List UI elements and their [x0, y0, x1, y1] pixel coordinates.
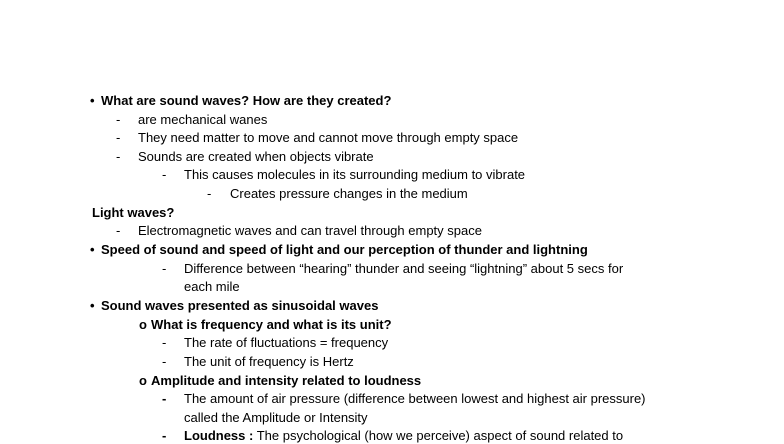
- dash-marker: -: [116, 149, 121, 164]
- dash-marker: -: [162, 167, 167, 182]
- circle-marker: o: [139, 373, 147, 388]
- dash-marker: -: [116, 112, 121, 127]
- dash-marker: -: [162, 354, 167, 369]
- list-item: The amount of air pressure (difference between lowest and highest air pressure): [184, 391, 646, 406]
- list-item: are mechanical wanes: [138, 112, 268, 127]
- question-sinusoidal-waves: Sound waves presented as sinusoidal waves: [101, 298, 379, 313]
- dash-marker: -: [162, 428, 167, 443]
- list-item-continuation: each mile: [184, 279, 240, 294]
- loudness-description: The psychological (how we perceive) aspect of sound related to: [253, 428, 624, 443]
- list-item: Difference between “hearing” thunder and seeing “lightning” about 5 secs for: [184, 261, 624, 276]
- list-item: Sounds are created when objects vibrate: [138, 149, 374, 164]
- list-item-continuation: called the Amplitude or Intensity: [184, 410, 368, 425]
- list-item: Creates pressure changes in the medium: [230, 186, 468, 201]
- list-item: They need matter to move and cannot move through empty space: [138, 130, 519, 145]
- heading-light-waves: Light waves?: [92, 205, 175, 220]
- dash-marker: -: [162, 391, 167, 406]
- list-item: The rate of fluctuations = frequency: [184, 335, 389, 350]
- list-item: Electromagnetic waves and can travel through empty space: [138, 223, 482, 238]
- question-speed-of-sound-and-light: Speed of sound and speed of light and our perception of thunder and lightning: [101, 242, 588, 257]
- term-loudness: Loudness :: [184, 428, 254, 443]
- subquestion-amplitude: Amplitude and intensity related to loudness: [151, 373, 422, 388]
- dash-marker: -: [162, 261, 167, 276]
- dash-marker: -: [207, 186, 212, 201]
- list-item: This causes molecules in its surrounding medium to vibrate: [184, 167, 526, 182]
- bullet-marker: •: [90, 93, 95, 108]
- dash-marker: -: [116, 130, 121, 145]
- dash-marker: -: [116, 223, 121, 238]
- bullet-marker: •: [90, 242, 95, 257]
- list-item-loudness: [184, 428, 623, 444]
- subquestion-frequency: What is frequency and what is its unit?: [151, 317, 392, 332]
- bullet-marker: •: [90, 298, 95, 313]
- question-what-are-sound-waves: What are sound waves? How are they created?: [101, 93, 392, 108]
- circle-marker: o: [139, 317, 147, 332]
- dash-marker: -: [162, 335, 167, 350]
- list-item: The unit of frequency is Hertz: [184, 354, 354, 369]
